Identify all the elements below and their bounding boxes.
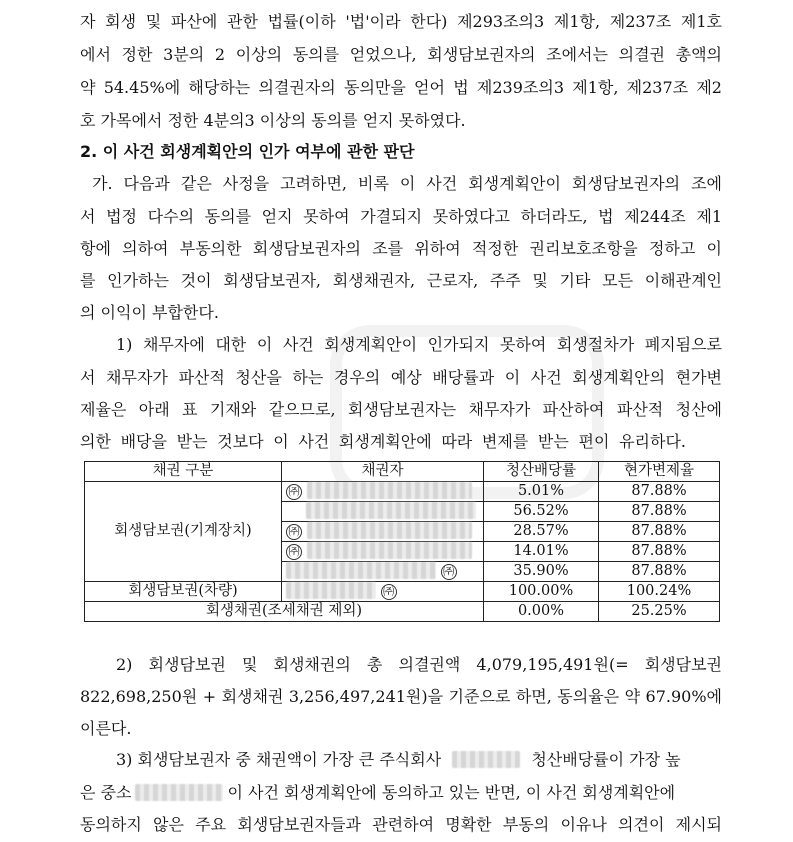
- secured-group-label: 회생담보권(기계장치): [85, 482, 282, 582]
- present-value-rate: 87.88%: [599, 542, 720, 562]
- section-heading: 2. 이 사건 회생계획안의 인가 여부에 관한 판단: [80, 142, 415, 161]
- body-line: 약 54.45%에 해당하는 의결권자의 동의만을 얻어 법 제239조의3 제1항, 제237조 제2: [80, 78, 722, 97]
- body-line: 의한 배당을 받는 것보다 이 사건 회생계획안에 따라 변제를 받는 편이 유리하다.: [80, 432, 686, 451]
- creditor-cell: [282, 542, 484, 562]
- liquidation-rate: 35.90%: [484, 562, 599, 582]
- body-line: 제율은 아래 표 기재와 같으므로, 회생담보권자는 채무자가 파산하여 파산적 청산에: [80, 400, 722, 419]
- table-header-row: [85, 462, 720, 482]
- present-value-rate: 100.24%: [599, 582, 720, 602]
- body-line: 서 법정 다수의 동의를 얻지 못하여 가결되지 못하였다고 하더라도, 법 제244조 제1: [80, 207, 722, 226]
- creditor-cell: [282, 502, 484, 522]
- body-line: 를 인가하는 것이 회생담보권자, 회생채권자, 근로자, 주주 및 기타 모든 이해관계인: [80, 271, 722, 290]
- body-line: 항에 의하여 부동의한 회생담보권자의 조를 위하여 적정한 권리보호조항을 정하고 이: [80, 239, 722, 258]
- body-line: 호 가목에서 정한 4분의3 이상의 동의를 얻지 못하였다.: [80, 111, 466, 130]
- body-line: 가. 다음과 같은 사정을 고려하면, 비록 이 사건 회생계획안이 회생담보권자의 조에: [92, 174, 722, 193]
- liquidation-rate: 0.00%: [484, 602, 599, 622]
- present-value-rate: 87.88%: [599, 522, 720, 542]
- redacted-name: [452, 751, 520, 768]
- liquidation-rate: 28.57%: [484, 522, 599, 542]
- liquidation-rate: 100.00%: [484, 582, 599, 602]
- text-fragment: 3) 회생담보권자 중 채권액이 가장 큰 주식회사: [116, 750, 442, 769]
- creditor-cell: [282, 562, 484, 582]
- present-value-rate: 25.25%: [599, 602, 720, 622]
- company-mark: ㈜: [381, 584, 397, 600]
- text-fragment: 은 중소: [80, 783, 132, 802]
- body-line: [80, 783, 722, 803]
- redacted-name: [286, 582, 376, 599]
- company-mark: ㈜: [441, 564, 457, 580]
- body-line: [116, 750, 722, 770]
- company-mark: ㈜: [286, 524, 302, 540]
- vehicle-claim-label: 회생담보권(차량): [85, 582, 282, 602]
- liquidation-rate: 14.01%: [484, 542, 599, 562]
- redacted-name: [307, 542, 472, 559]
- redacted-name: [286, 562, 436, 579]
- creditor-cell: [282, 482, 484, 502]
- body-line: 자 회생 및 파산에 관한 법률(이하 '법'이라 한다) 제293조의3 제1항, 제237조 제1호: [80, 12, 722, 31]
- redacted-name: [135, 784, 223, 801]
- creditor-cell: [282, 522, 484, 542]
- body-line: 2) 회생담보권 및 회생채권의 총 의결권액 4,079,195,491원(= 회생담보권: [116, 655, 722, 674]
- unsecured-claim-label: 회생채권(조세채권 제외): [85, 602, 484, 622]
- creditor-cell: [282, 582, 484, 602]
- company-mark: ㈜: [286, 484, 302, 500]
- body-line: 1) 채무자에 대한 이 사건 회생계획안이 인가되지 못하여 회생절차가 폐지됨으로: [116, 335, 722, 354]
- present-value-rate: 87.88%: [599, 482, 720, 502]
- redacted-name: [307, 482, 472, 499]
- present-value-rate: 87.88%: [599, 562, 720, 582]
- text-fragment: 이 사건 회생계획안에 동의하고 있는 반면, 이 사건 회생계획안에: [227, 783, 676, 802]
- table-row: [85, 482, 720, 502]
- body-line: 이른다.: [80, 719, 132, 738]
- body-line: 에서 정한 3분의 2 이상의 동의를 얻었으나, 회생담보권자의 조에서는 의결권 총액의: [80, 45, 722, 64]
- body-line: 의 이익이 부합한다.: [80, 303, 219, 322]
- body-line: 822,698,250원 + 회생채권 3,256,497,241원)을 기준으로 하면, 동의율은 약 67.90%에: [80, 687, 722, 706]
- text-fragment: 청산배당률이 가장 높: [531, 750, 681, 769]
- redacted-name: [307, 522, 472, 539]
- table-header: 청산배당률: [484, 462, 599, 482]
- liquidation-rate: 56.52%: [484, 502, 599, 522]
- claims-table: [84, 461, 720, 622]
- body-line: 동의하지 않은 주요 회생담보권자들과 관련하여 명확한 부동의 이유나 의견이 제시되: [80, 815, 722, 834]
- table-header: 채권자: [282, 462, 484, 482]
- company-mark: ㈜: [286, 544, 302, 560]
- liquidation-rate: 5.01%: [484, 482, 599, 502]
- table-header: 채권 구분: [85, 462, 282, 482]
- table-row: [85, 602, 720, 622]
- table-row: [85, 582, 720, 602]
- body-line: 서 채무자가 파산적 청산을 하는 경우의 예상 배당률과 이 사건 회생계획안의 현가변: [80, 368, 722, 387]
- present-value-rate: 87.88%: [599, 502, 720, 522]
- redacted-name: [306, 502, 476, 519]
- table-header: 현가변제율: [599, 462, 720, 482]
